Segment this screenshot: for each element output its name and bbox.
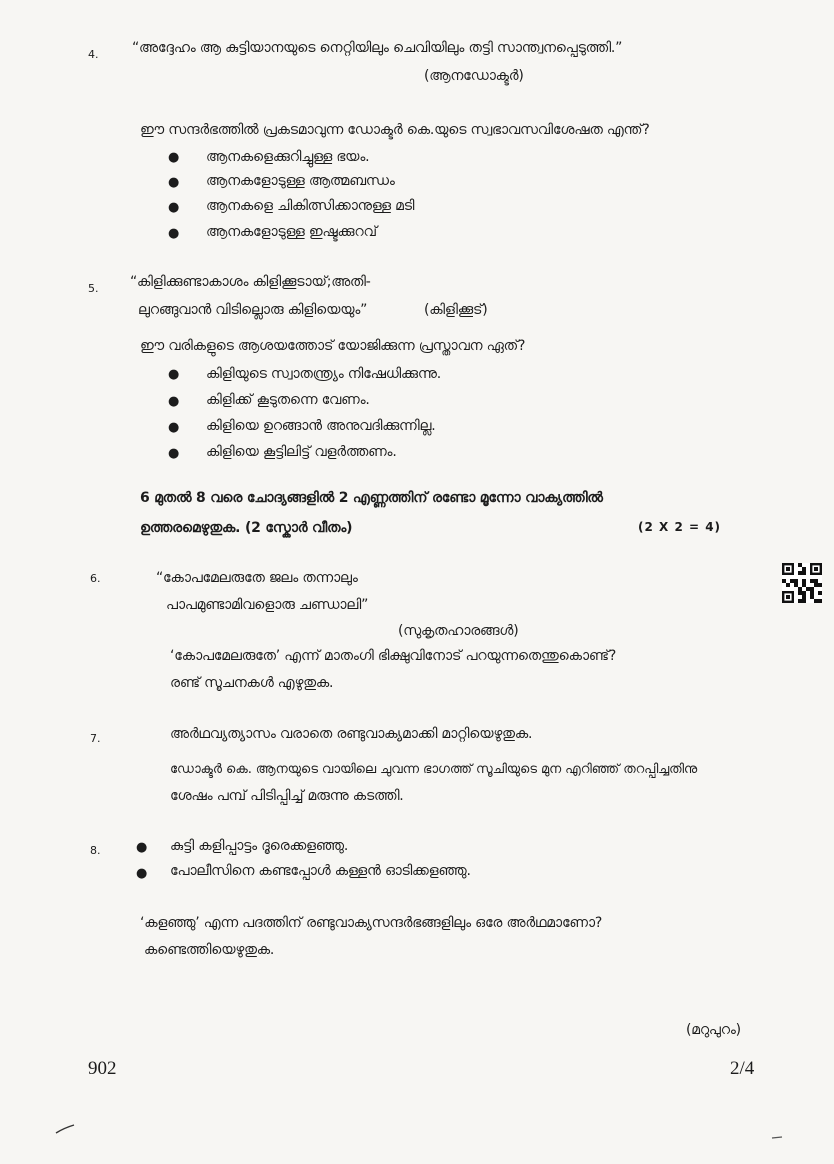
q7-sentence1: ഡോക്ടർ കെ. ആനയുടെ വായിലെ ചുവന്ന ഭാഗത്ത് സൂചിയുടെ മുന എറിഞ്ഞ് തറപ്പിച്ചതിനു — [170, 762, 698, 777]
bullet-icon: ● — [136, 840, 148, 855]
q5-source: (കിളിക്കൂട്) — [424, 302, 488, 318]
q6-number: 6. — [90, 572, 101, 585]
q6-question2: രണ്ട് സൂചനകൾ എഴുതുക. — [170, 675, 334, 691]
q4-source: (ആനഡോക്ടർ) — [424, 68, 524, 84]
q7-sentence2: ശേഷം പമ്പ് പിടിപ്പിച്ച് മരുന്നു കടത്തി. — [170, 788, 404, 804]
section-score: (2 X 2 = 4) — [638, 520, 722, 534]
q4-option-1: ആനകളെക്കുറിച്ചുള്ള ഭയം. — [206, 149, 370, 165]
q4-option-4: ആനകളോടുള്ള ഇഷ്ടക്കുറവ് — [206, 224, 377, 240]
q5-option-1: കിളിയുടെ സ്വാതന്ത്ര്യം നിഷേധിക്കുന്നു. — [206, 366, 441, 382]
turn-over-note: (മറുപുറം) — [686, 1022, 741, 1038]
qr-code — [782, 563, 822, 603]
paper-code: 902 — [88, 1058, 117, 1079]
q4-number: 4. — [88, 48, 99, 61]
section-instruction-line2: ഉത്തരമെഴുതുക. (2 സ്കോർ വീതം) — [140, 520, 353, 536]
bullet-icon: ● — [168, 446, 180, 461]
scan-mark — [54, 1122, 78, 1136]
q5-option-2: കിളിക്ക് കൂടുതന്നെ വേണം. — [206, 392, 370, 408]
q4-question: ഈ സന്ദർഭത്തിൽ പ്രകടമാവുന്ന ഡോക്ടർ കെ.യുടെ സ്വഭാവസവിശേഷത എന്ത്? — [140, 122, 650, 138]
q6-line1: “കോപമേലരുതേ ജലം തന്നാലും — [156, 570, 358, 586]
q8-number: 8. — [90, 844, 101, 857]
bullet-icon: ● — [136, 866, 148, 881]
q6-line2: പാപമുണ്ടാമിവളൊരു ചണ്ഡാലി” — [166, 597, 369, 613]
bullet-icon: ● — [168, 175, 180, 190]
q5-line2: ലുറങ്ങുവാൻ വിടില്ലൊരു കിളിയെയും” — [138, 302, 368, 318]
q5-option-4: കിളിയെ കൂട്ടിലിട്ട് വളർത്തണം. — [206, 444, 397, 460]
section-instruction-line1: 6 മുതൽ 8 വരെ ചോദ്യങ്ങളിൽ 2 എണ്ണത്തിന് രണ്ടോ മൂന്നോ വാക്യത്തിൽ — [140, 490, 603, 506]
q4-option-3: ആനകളെ ചികിത്സിക്കാനുള്ള മടി — [206, 198, 415, 214]
q4-option-2: ആനകളോടുള്ള ആത്മബന്ധം — [206, 173, 395, 189]
q8-question2: കണ്ടെത്തിയെഴുതുക. — [144, 942, 275, 958]
q5-question: ഈ വരികളുടെ ആശയത്തോട് യോജിക്കുന്ന പ്രസ്താവന ഏത്? — [140, 338, 526, 354]
q7-instruction: അർഥവ്യത്യാസം വരാതെ രണ്ടുവാക്യമാക്കി മാറ്റിയെഴുതുക. — [170, 726, 533, 742]
scan-mark — [770, 1128, 786, 1142]
q5-option-3: കിളിയെ ഉറങ്ങാൻ അനുവദിക്കുന്നില്ല. — [206, 418, 436, 434]
bullet-icon: ● — [168, 226, 180, 241]
q6-source: (സുകൃതഹാരങ്ങൾ) — [398, 623, 519, 639]
bullet-icon: ● — [168, 420, 180, 435]
q8-option-1: കുട്ടി കളിപ്പാട്ടം ദൂരെക്കളഞ്ഞു. — [170, 838, 349, 854]
bullet-icon: ● — [168, 394, 180, 409]
bullet-icon: ● — [168, 150, 180, 165]
q5-line1: “കിളിക്കുണ്ടാകാശം കിളിക്കൂടായ്;അതി- — [130, 274, 371, 290]
q7-number: 7. — [90, 732, 101, 745]
bullet-icon: ● — [168, 200, 180, 215]
bullet-icon: ● — [168, 367, 180, 382]
q5-number: 5. — [88, 282, 99, 295]
q8-option-2: പോലീസിനെ കണ്ടപ്പോൾ കള്ളൻ ഓടിക്കളഞ്ഞു. — [170, 863, 471, 879]
page-number: 2/4 — [730, 1058, 755, 1079]
q8-question1: ‘കളഞ്ഞു’ എന്ന പദത്തിന് രണ്ടുവാക്യസന്ദർഭങ്ങളിലും ഒരേ അർഥമാണോ? — [140, 915, 603, 931]
q4-quote: “അദ്ദേഹം ആ കുട്ടിയാനയുടെ നെറ്റിയിലും ചെവിയിലും തട്ടി സാന്ത്വനപ്പെടുത്തി.” — [132, 40, 623, 56]
q6-question1: ‘കോപമേലരുതേ’ എന്ന് മാതംഗി ഭിക്ഷുവിനോട് പറയുന്നതെന്തുകൊണ്ട്? — [170, 648, 617, 664]
